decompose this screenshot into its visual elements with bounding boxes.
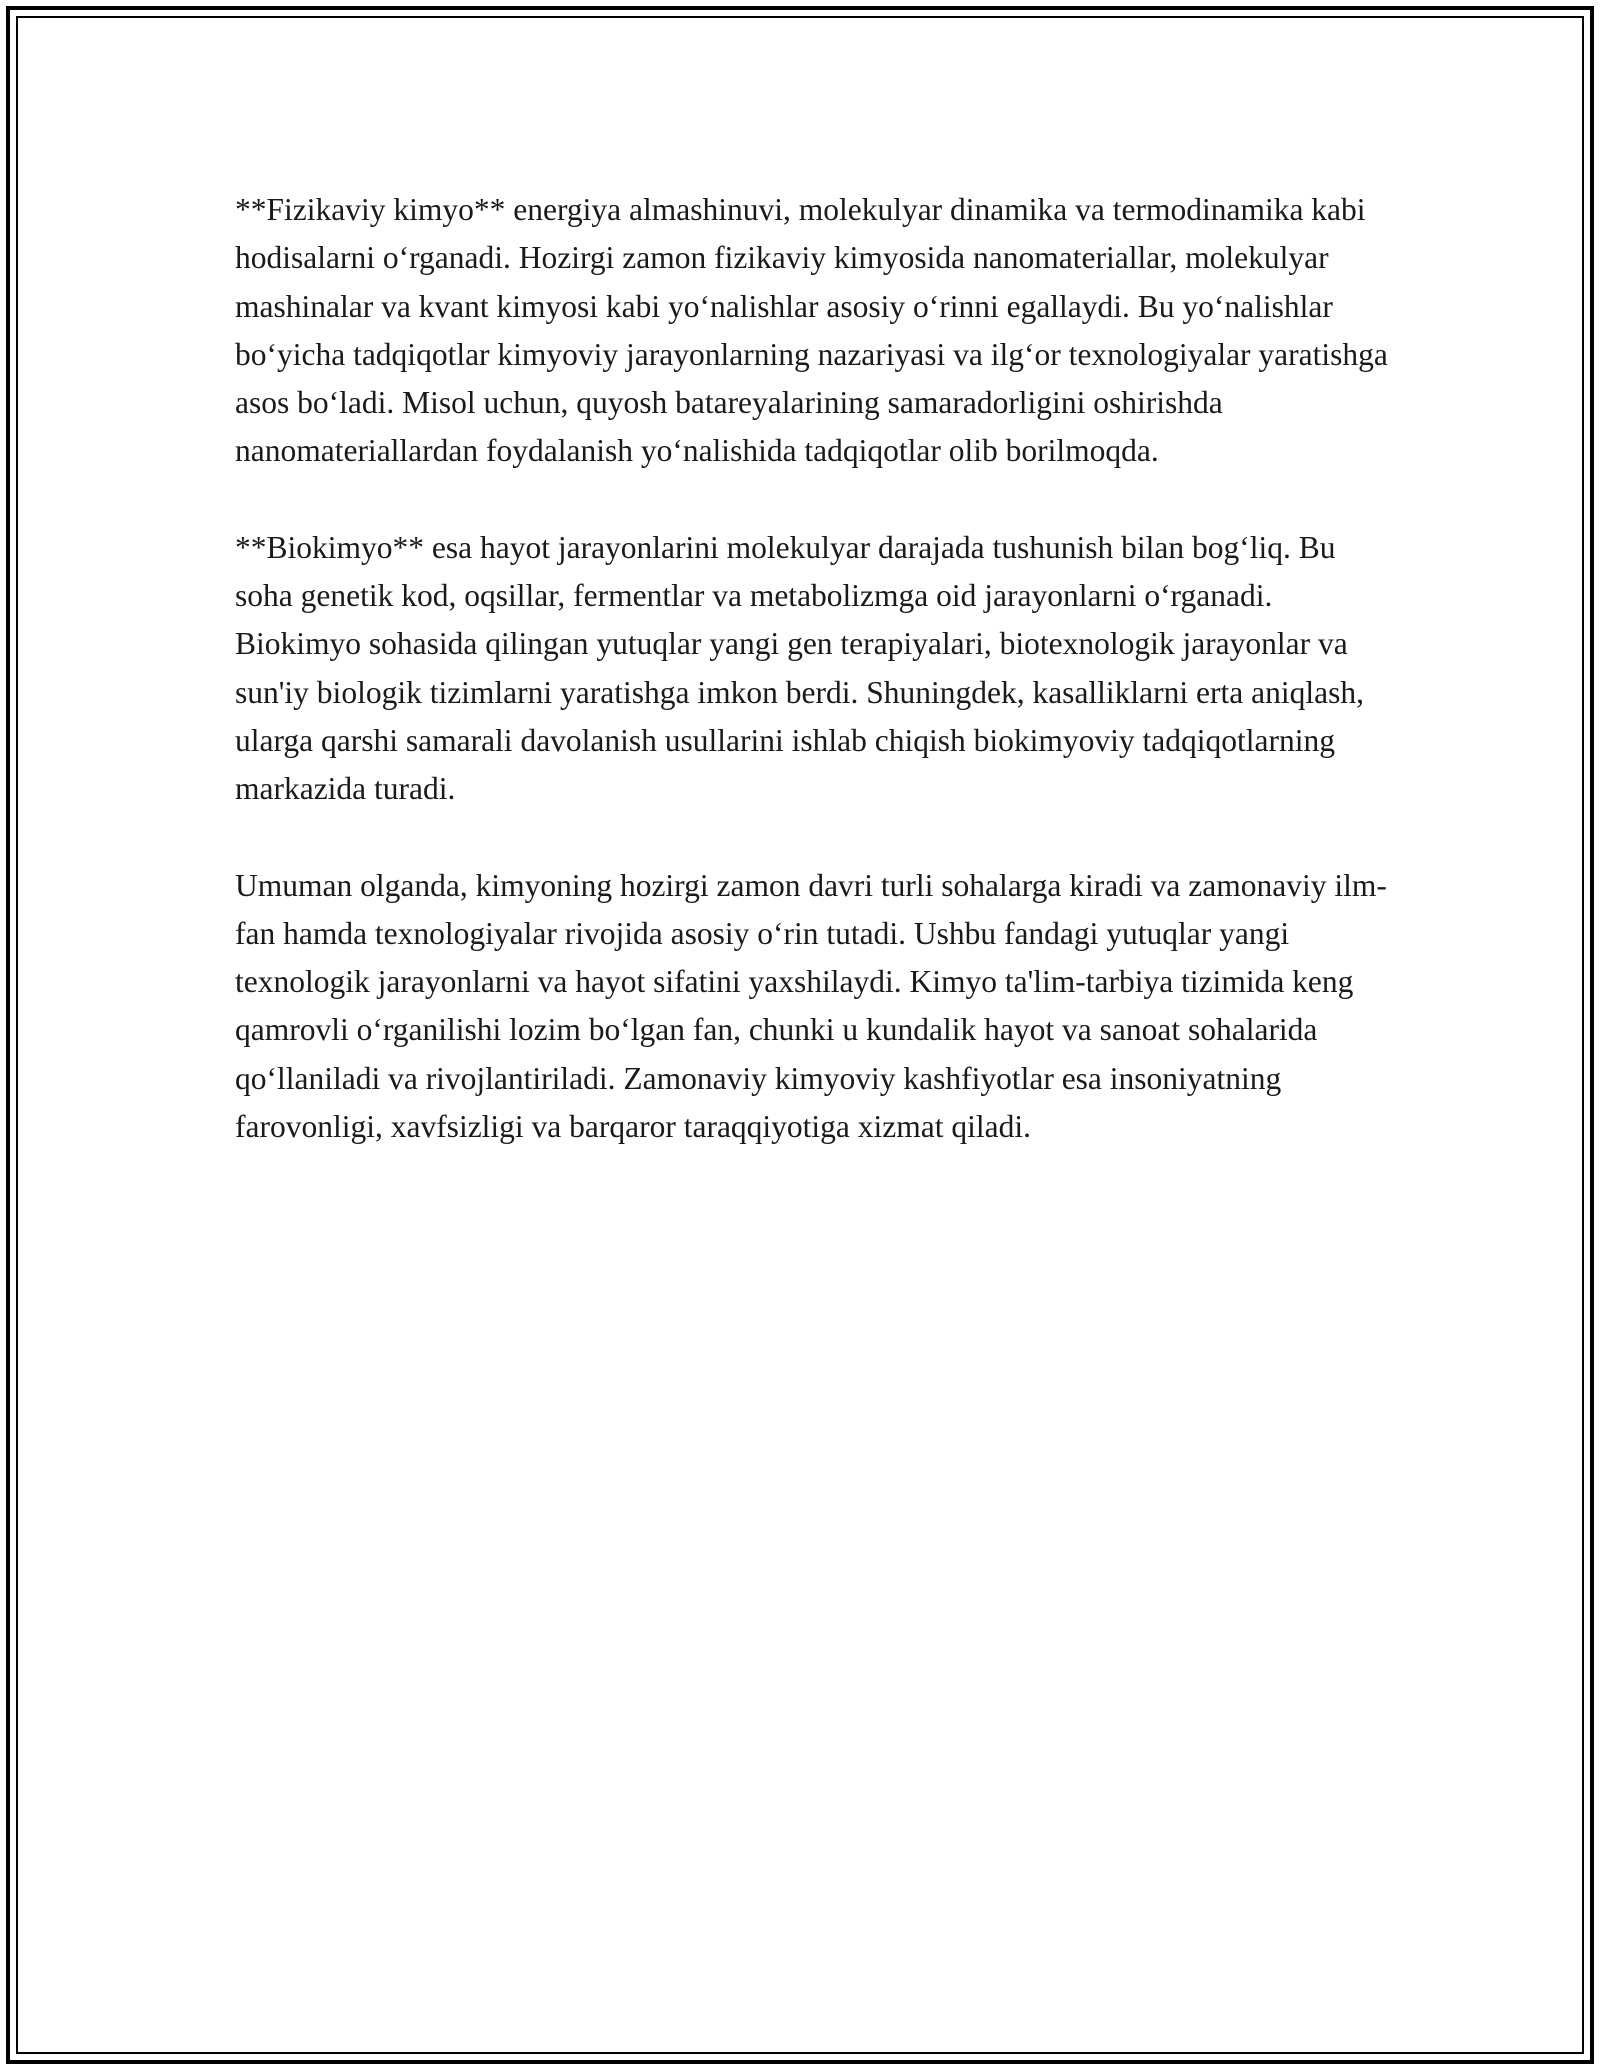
paragraph-biochemistry: **Biokimyo** esa hayot jarayonlarini molekulyar darajada tushunish bilan bog‘liq. Bu soha genetik kod, oqsillar, fermentlar va metabolizmga oid jarayonlarni o‘rganadi. Biokimyo sohasida qilingan yutuqlar yangi gen terapiyalari, biotexnologik jarayonlar va sun'iy biologik tizimlarni yaratishga imkon berdi. Shuningdek, kasalliklarni erta aniqlash, ularga qarshi samarali davolanish usullarini ishlab chiqish biokimyoviy tadqiqotlarning markazida turadi. <box>235 529 1364 807</box>
document-body <box>235 186 1395 1199</box>
paragraph-conclusion: Umuman olganda, kimyoning hozirgi zamon davri turli sohalarga kiradi va zamonaviy ilm-fan hamda texnologiyalar rivojida asosiy o‘rin tutadi. Ushbu fandagi yutuqlar yangi texnologik jarayonlarni va hayot sifatini yaxshilaydi. Kimyo ta'lim-tarbiya tizimida keng qamrovli o‘rganilishi lozim bo‘lgan fan, chunki u kundalik hayot va sanoat sohalarida qo‘llaniladi va rivojlantiriladi. Zamonaviy kimyoviy kashfiyotlar esa insoniyatning farovonligi, xavfsizligi va barqaror taraqqiyotiga xizmat qiladi. <box>235 867 1387 1145</box>
paragraph-physical-chemistry: **Fizikaviy kimyo** energiya almashinuvi, molekulyar dinamika va termodinamika kabi hodisalarni o‘rganadi. Hozirgi zamon fizikaviy kimyosida nanomateriallar, molekulyar mashinalar va kvant kimyosi kabi yo‘nalishlar asosiy o‘rinni egallaydi. Bu yo‘nalishlar bo‘yicha tadqiqotlar kimyoviy jarayonlarning nazariyasi va ilg‘or texnologiyalar yaratishga asos bo‘ladi. Misol uchun, quyosh batareyalarining samaradorligini oshirishda nanomateriallardan foydalanish yo‘nalishida tadqiqotlar olib borilmoqda. <box>235 192 1388 469</box>
